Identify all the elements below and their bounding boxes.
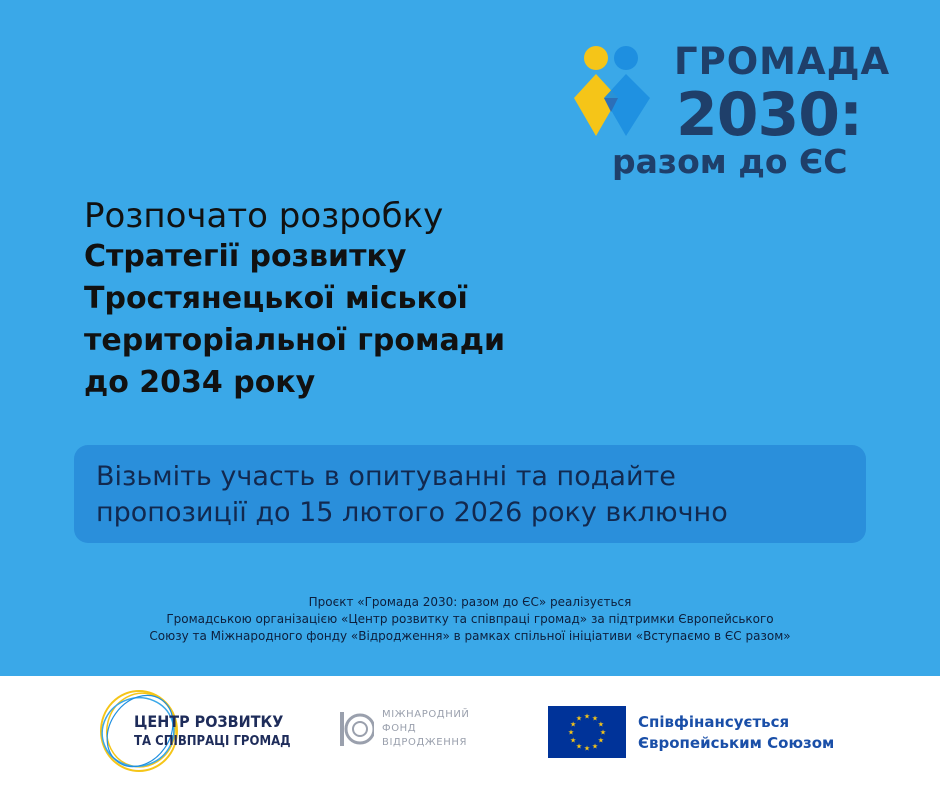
crg-line-1: ЦЕНТР РОЗВИТКУ <box>134 712 284 731</box>
crg-logo <box>94 686 294 776</box>
eu-star: ★ <box>567 729 575 737</box>
eu-star: ★ <box>591 743 599 751</box>
irf-logo <box>338 706 498 756</box>
headline <box>84 196 624 404</box>
two-people-icon <box>566 40 666 140</box>
footnote-line: Союзу та Міжнародного фонду «Відродження» в рамках спільної ініціативи «Вступаємо в ЄС разом» <box>149 629 791 643</box>
headline-line: територіальної громади <box>84 323 506 358</box>
headline-line: Стратегії розвитку <box>84 239 407 274</box>
callout-line-1: Візьміть участь в опитуванні та подайте <box>96 461 676 492</box>
footnote-line: Проєкт «Громада 2030: разом до ЄС» реалізується <box>308 595 632 609</box>
crg-line-2: ТА СПІВПРАЦІ ГРОМАД <box>134 734 291 749</box>
eu-cofunding <box>548 706 868 762</box>
irf-line: ВІДРОДЖЕННЯ <box>382 737 468 748</box>
irf-mark-icon <box>338 710 374 750</box>
eu-line: Співфінансується <box>638 713 790 731</box>
logo-subtitle: разом до ЄС <box>612 142 848 181</box>
eu-line: Європейським Союзом <box>638 734 835 752</box>
irf-line: МІЖНАРОДНИЙ <box>382 709 470 720</box>
eu-star: ★ <box>575 743 583 751</box>
eu-star: ★ <box>591 715 599 723</box>
project-footnote <box>40 594 900 645</box>
eu-star: ★ <box>597 721 604 729</box>
eu-star: ★ <box>583 745 591 753</box>
survey-callout <box>74 445 866 543</box>
headline-line: до 2034 року <box>84 365 316 400</box>
footnote-line: Громадською організацією «Центр розвитку та співпраці громад» за підтримки Європейського <box>166 612 774 626</box>
eu-star: ★ <box>597 737 604 745</box>
logo-year: 2030: <box>676 80 862 150</box>
logo-title: ГРОМАДА <box>674 40 891 83</box>
gromada-2030-logo <box>566 34 896 194</box>
callout-line-2: пропозиції до 15 лютого 2026 року включно <box>96 497 728 528</box>
eu-star: ★ <box>583 713 591 721</box>
eu-star: ★ <box>570 737 577 745</box>
headline-intro: Розпочато розробку <box>84 196 444 236</box>
eu-star: ★ <box>599 729 607 737</box>
eu-flag-icon <box>548 706 626 758</box>
circle-swirl-icon <box>94 686 184 776</box>
headline-line: Тростянецької міської <box>84 281 468 316</box>
eu-star: ★ <box>575 715 583 723</box>
eu-star: ★ <box>570 721 577 729</box>
partners-footer <box>0 676 940 788</box>
irf-line: ФОНД <box>382 723 417 734</box>
